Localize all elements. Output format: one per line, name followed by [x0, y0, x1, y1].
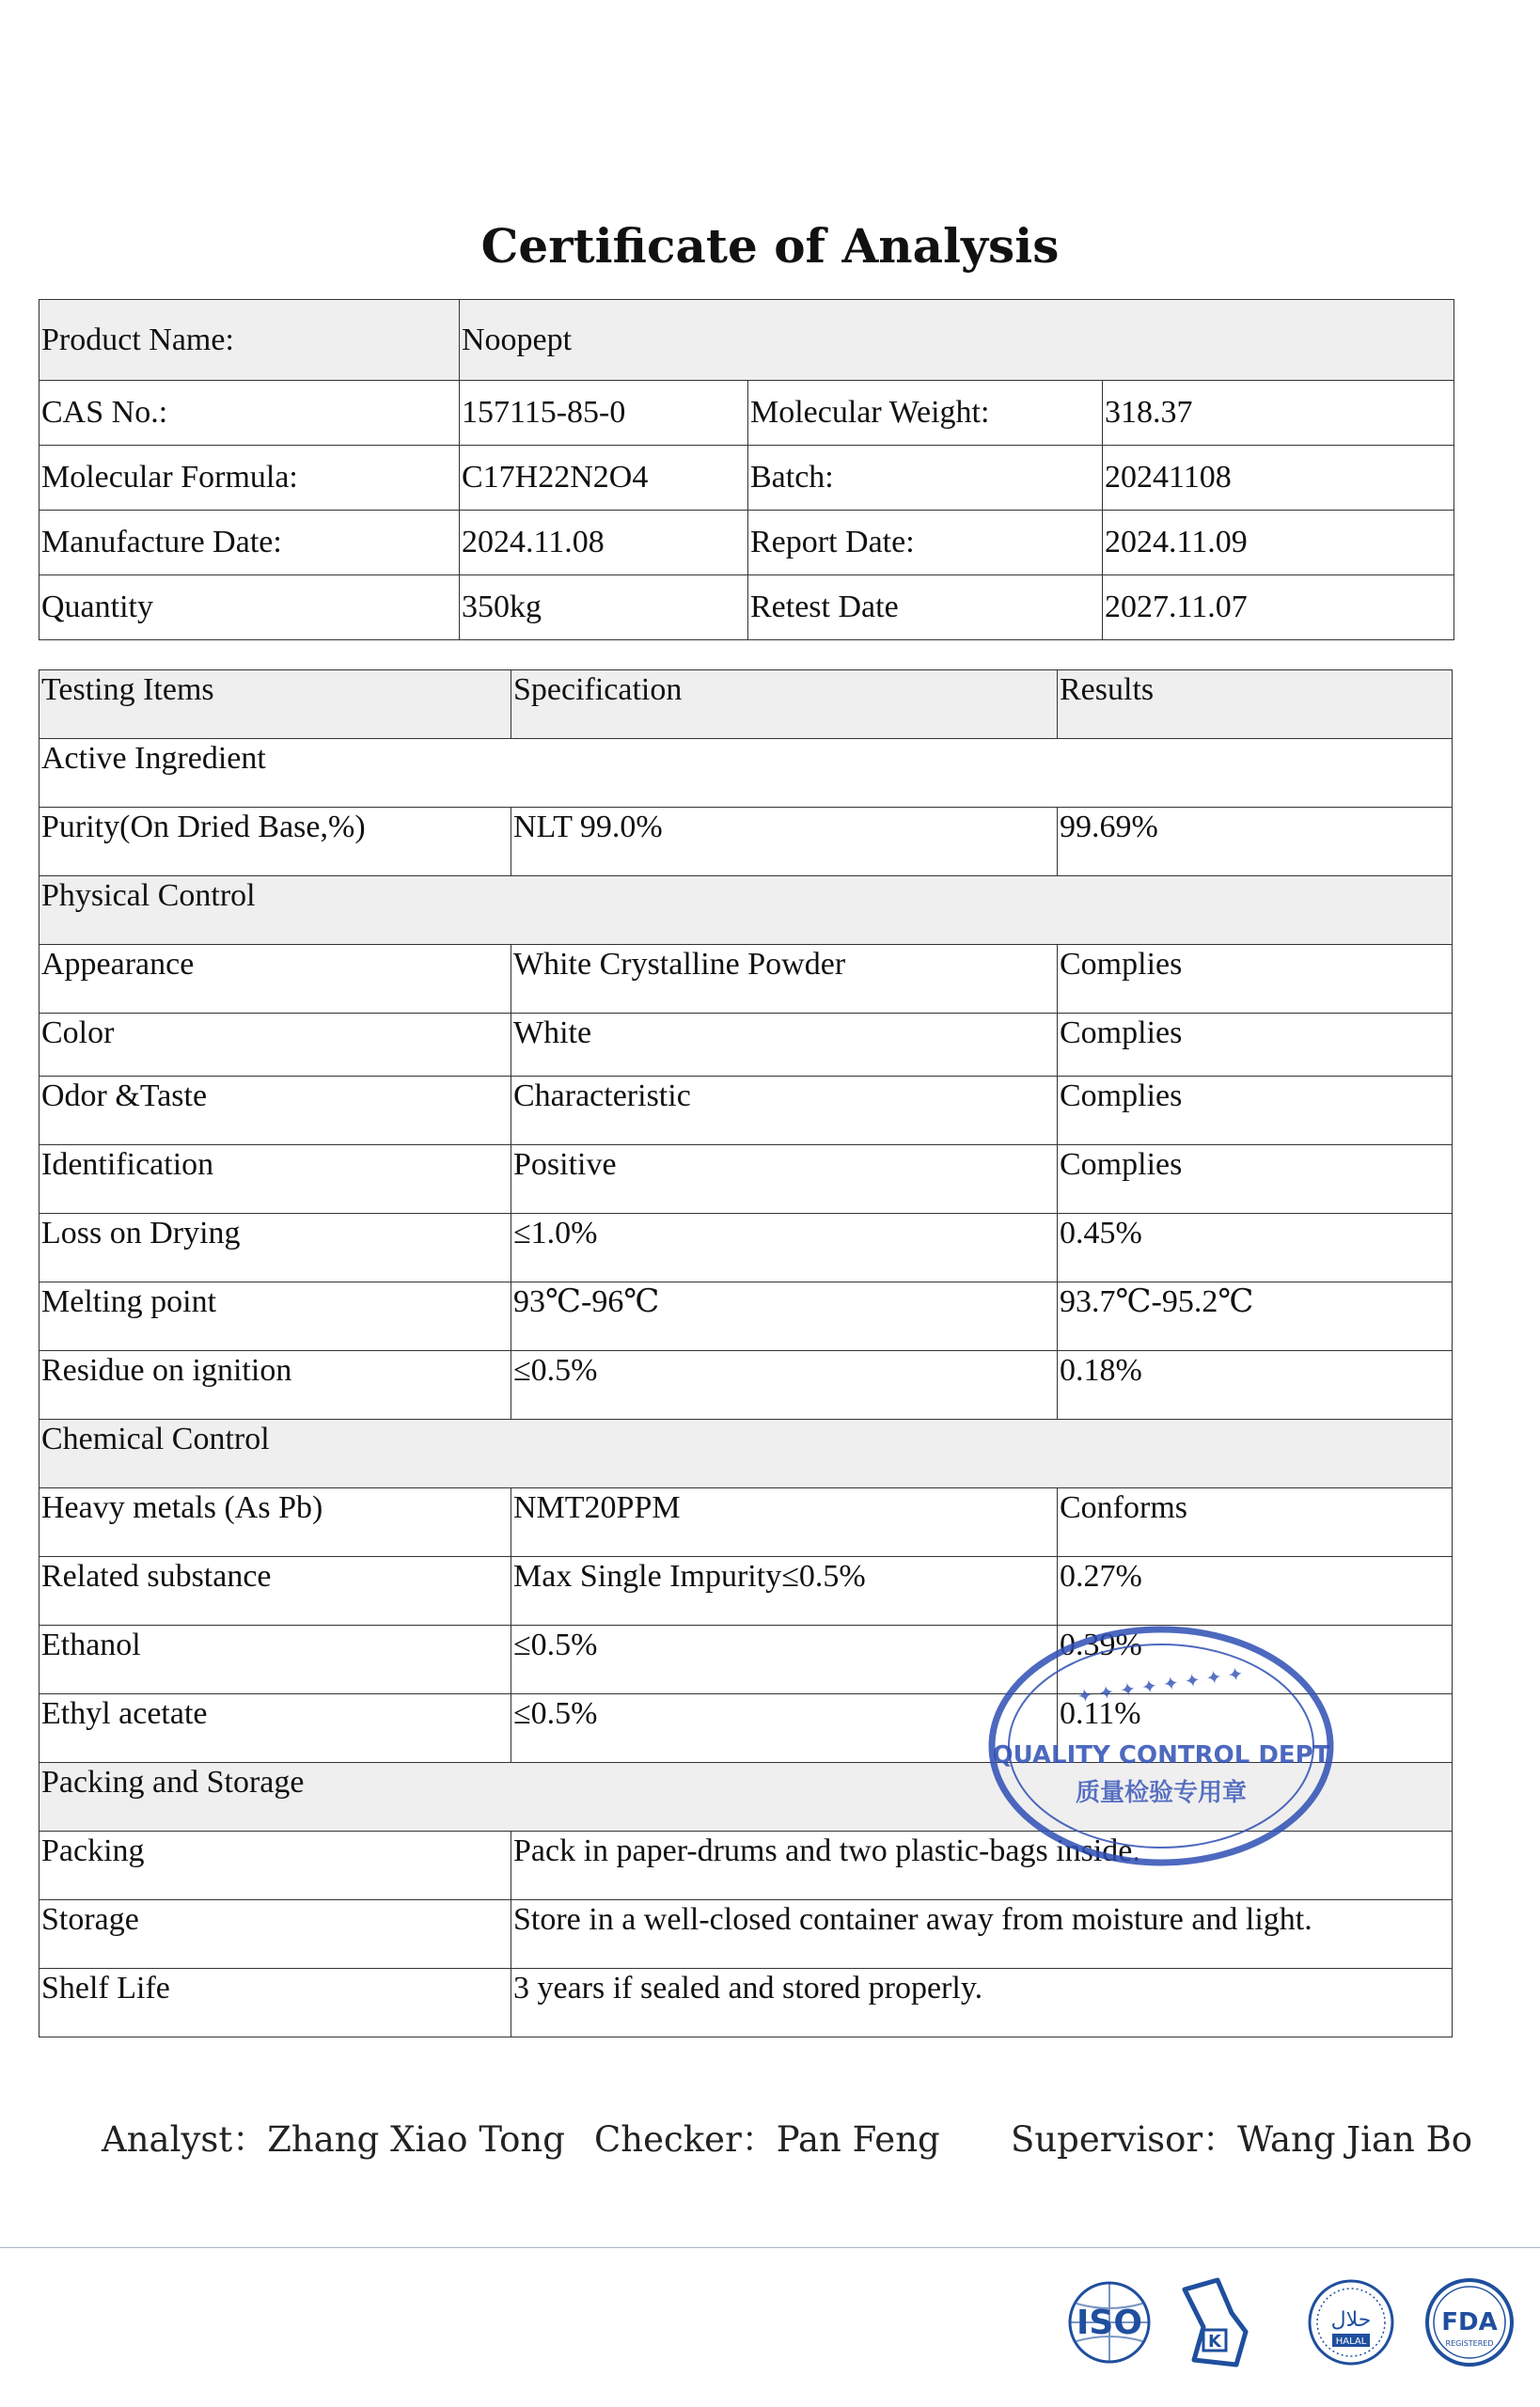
table-row: [39, 1900, 1453, 1969]
header-results: Results: [1058, 670, 1453, 739]
footer-divider: [0, 2247, 1540, 2248]
test-item: Melting point: [39, 1282, 511, 1351]
test-result: 0.18%: [1058, 1351, 1453, 1420]
test-item: Appearance: [39, 945, 511, 1014]
test-result: Conforms: [1058, 1488, 1453, 1557]
molecular-formula-label: Molecular Formula:: [39, 446, 460, 511]
section-packing-storage: Packing and Storage: [39, 1763, 1453, 1832]
header-specification: Specification: [511, 670, 1058, 739]
product-name-value: Noopept: [460, 300, 1454, 381]
section-row: [39, 876, 1453, 945]
test-spec: White: [511, 1014, 1058, 1077]
info-row: [39, 511, 1454, 575]
test-spec: 93℃-96℃: [511, 1282, 1058, 1351]
table-row: [39, 808, 1453, 876]
table-row: [39, 945, 1453, 1014]
batch-label: Batch:: [748, 446, 1103, 511]
test-result: Complies: [1058, 1014, 1453, 1077]
test-result: 0.27%: [1058, 1557, 1453, 1626]
test-result: 0.39%: [1058, 1626, 1453, 1694]
molecular-weight-value: 318.37: [1103, 381, 1454, 446]
retest-date-value: 2027.11.07: [1103, 575, 1454, 640]
svg-text:✦ ✦ ✦ ✦ ✦ ✦ ✦ ✦: ✦ ✦ ✦ ✦ ✦ ✦ ✦ ✦: [1075, 1661, 1246, 1708]
signature-line: [0, 2111, 1540, 2158]
certification-logos: [1058, 2275, 1528, 2379]
stamp-chinese-text: 质量检验专用章: [1075, 1779, 1248, 1807]
table-row: [39, 1488, 1453, 1557]
product-name-label: Product Name:: [39, 300, 460, 381]
test-spec: ≤0.5%: [511, 1351, 1058, 1420]
report-date-label: Report Date:: [748, 511, 1103, 575]
storage-item: Packing: [39, 1832, 511, 1900]
retest-date-label: Retest Date: [748, 575, 1103, 640]
test-item: Purity(On Dried Base,%): [39, 808, 511, 876]
kosher-text: K: [1208, 2332, 1221, 2352]
test-result: Complies: [1058, 945, 1453, 1014]
test-spec: Characteristic: [511, 1077, 1058, 1145]
test-item: Heavy metals (As Pb): [39, 1488, 511, 1557]
section-active-ingredient: Active Ingredient: [39, 739, 1453, 808]
test-result: 0.45%: [1058, 1214, 1453, 1282]
test-spec: ≤0.5%: [511, 1694, 1058, 1763]
test-spec: Positive: [511, 1145, 1058, 1214]
section-physical-control: Physical Control: [39, 876, 1453, 945]
test-item: Color: [39, 1014, 511, 1077]
halal-text: HALAL: [1335, 2336, 1367, 2347]
test-spec: NMT20PPM: [511, 1488, 1058, 1557]
quantity-value: 350kg: [460, 575, 748, 640]
analyst-signature: Analyst：Zhang Xiao Tong: [102, 2119, 565, 2160]
halal-arabic-text: حلال: [1330, 2308, 1372, 2332]
test-result: 99.69%: [1058, 808, 1453, 876]
halal-logo: [1304, 2275, 1398, 2369]
test-item: Odor &Taste: [39, 1077, 511, 1145]
info-row: [39, 300, 1454, 381]
test-item: Related substance: [39, 1557, 511, 1626]
test-spec: White Crystalline Powder: [511, 945, 1058, 1014]
cas-value: 157115-85-0: [460, 381, 748, 446]
table-row: [39, 1351, 1453, 1420]
quality-control-stamp: [982, 1613, 1340, 1880]
test-spec: NLT 99.0%: [511, 808, 1058, 876]
test-result: Complies: [1058, 1145, 1453, 1214]
storage-detail: Pack in paper-drums and two plastic-bags inside.: [511, 1832, 1453, 1900]
storage-detail: 3 years if sealed and stored properly.: [511, 1969, 1453, 2037]
table-row: [39, 1145, 1453, 1214]
page-title: Certificate of Analysis: [480, 218, 1060, 274]
table-row: [39, 1969, 1453, 2037]
test-spec: ≤1.0%: [511, 1214, 1058, 1282]
table-row: [39, 1014, 1453, 1077]
batch-value: 20241108: [1103, 446, 1454, 511]
table-header-row: [39, 670, 1453, 739]
iso-logo: [1058, 2275, 1161, 2369]
molecular-formula-value: C17H22N2O4: [460, 446, 748, 511]
test-item: Ethyl acetate: [39, 1694, 511, 1763]
section-chemical-control: Chemical Control: [39, 1420, 1453, 1488]
iso-text: ISO: [1076, 2304, 1142, 2342]
info-row: [39, 381, 1454, 446]
test-result: 0.11%: [1058, 1694, 1453, 1763]
header-testing-items: Testing Items: [39, 670, 511, 739]
report-date-value: 2024.11.09: [1103, 511, 1454, 575]
storage-item: Storage: [39, 1900, 511, 1969]
test-result: 93.7℃-95.2℃: [1058, 1282, 1453, 1351]
test-spec: ≤0.5%: [511, 1626, 1058, 1694]
section-row: [39, 739, 1453, 808]
section-row: [39, 1420, 1453, 1488]
info-row: [39, 575, 1454, 640]
test-item: Identification: [39, 1145, 511, 1214]
test-spec: Max Single Impurity≤0.5%: [511, 1557, 1058, 1626]
product-info-table: [39, 299, 1454, 640]
storage-detail: Store in a well-closed container away from moisture and light.: [511, 1900, 1453, 1969]
cas-label: CAS No.:: [39, 381, 460, 446]
fda-text: FDA: [1441, 2308, 1498, 2336]
fda-logo: [1422, 2275, 1516, 2369]
supervisor-signature: Supervisor：Wang Jian Bo: [1011, 2119, 1473, 2160]
test-item: Ethanol: [39, 1626, 511, 1694]
kosher-logo: [1175, 2275, 1255, 2369]
test-result: Complies: [1058, 1077, 1453, 1145]
manufacture-date-label: Manufacture Date:: [39, 511, 460, 575]
molecular-weight-label: Molecular Weight:: [748, 381, 1103, 446]
table-row: [39, 1282, 1453, 1351]
info-row: [39, 446, 1454, 511]
test-item: Residue on ignition: [39, 1351, 511, 1420]
test-item: Loss on Drying: [39, 1214, 511, 1282]
table-row: [39, 1214, 1453, 1282]
table-row: [39, 1077, 1453, 1145]
stamp-text: QUALITY CONTROL DEPT: [992, 1741, 1330, 1770]
fda-registered-text: REGISTERED: [1445, 2339, 1494, 2348]
storage-item: Shelf Life: [39, 1969, 511, 2037]
checker-signature: Checker：Pan Feng: [594, 2119, 940, 2160]
manufacture-date-value: 2024.11.08: [460, 511, 748, 575]
quantity-label: Quantity: [39, 575, 460, 640]
